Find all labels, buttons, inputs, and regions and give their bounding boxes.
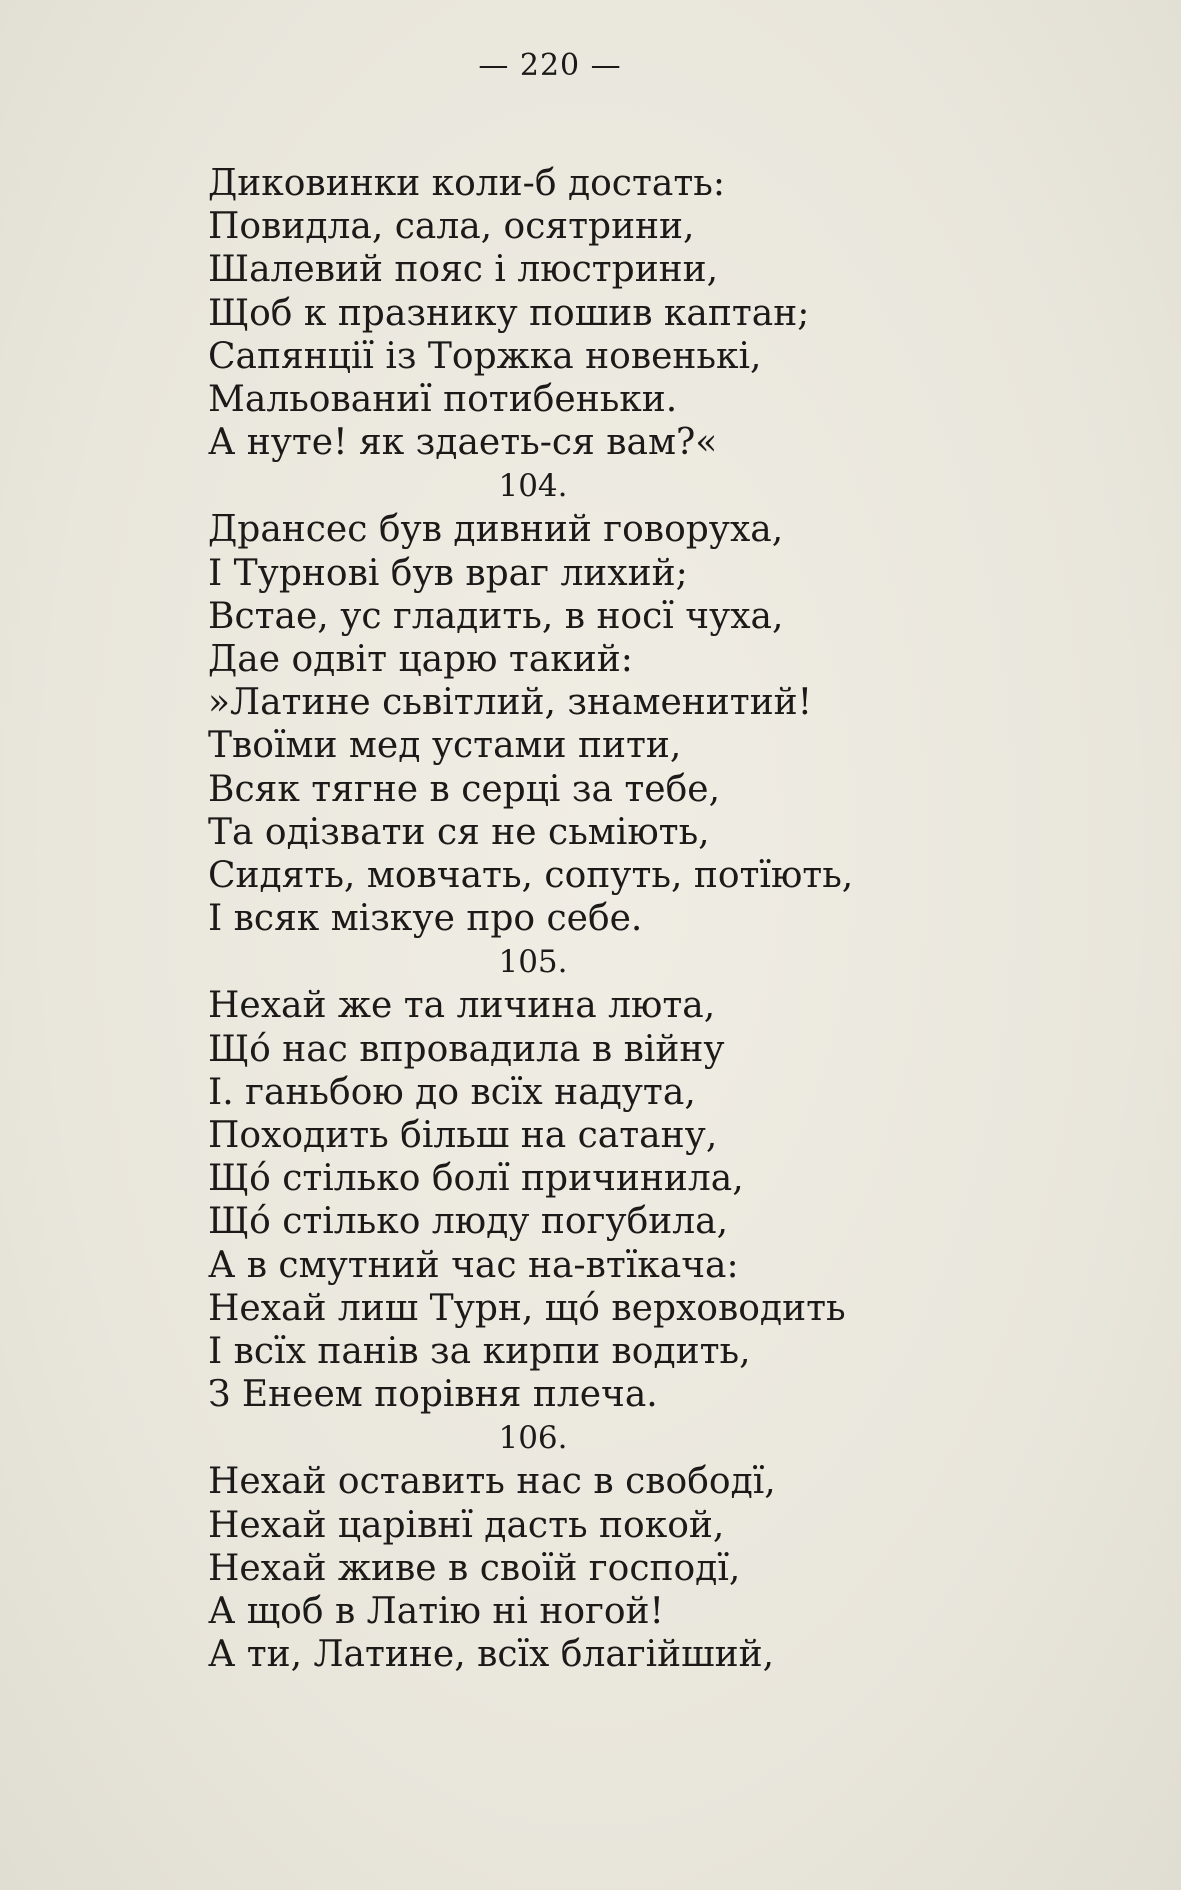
- verse-line: Нехай царівнї дасть покой,: [208, 1504, 725, 1546]
- verse-line: І всяк мізкуе про себе.: [208, 898, 643, 940]
- verse-line: А нуте! як здаеть-ся вам?«: [208, 422, 718, 464]
- verse-line: Щоб к празнику пошив каптан;: [208, 292, 810, 334]
- stanza: [208, 1416, 1108, 1676]
- stanza: [208, 464, 1108, 940]
- verse-line: Щó нас впровадила в війну: [208, 1028, 725, 1070]
- verse-line: А ти, Латине, всїх благійший,: [208, 1634, 775, 1676]
- stanza: [208, 940, 1108, 1416]
- verse-line: Диковинки коли-б достать:: [208, 163, 725, 204]
- verse-line: А щоб в Латію ні ногой!: [208, 1591, 665, 1633]
- verse-line: З Енеем порівня плеча.: [208, 1374, 658, 1416]
- verse-line: Повидла, сала, осятрини,: [208, 206, 695, 248]
- verse-line: Сапянції із Торжка новенькі,: [208, 335, 762, 377]
- verse-line: Встае, ус гладить, в носї чуха,: [208, 595, 784, 637]
- verse-line: Мальованиї потибеньки.: [208, 379, 678, 421]
- stanza-number: 106.: [498, 1420, 568, 1457]
- verse-line: Шалевий пояс і люстрини,: [208, 249, 719, 291]
- verse-line: Нехай же та личина люта,: [208, 985, 716, 1027]
- verse-line: І. ганьбою до всїх надута,: [208, 1071, 696, 1113]
- verse-line: Нехай лиш Турн, щó верховодить: [208, 1287, 846, 1329]
- verse-line: І Турнові був враг лихий;: [208, 552, 688, 594]
- verse-line: Походить більш на сатану,: [208, 1115, 718, 1157]
- verse-line: Нехай живе в своїй господї,: [208, 1547, 741, 1589]
- verse-line: Щó стілько болї причинила,: [208, 1158, 744, 1200]
- verse-line: Нехай оставить нас в свободї,: [208, 1461, 776, 1503]
- verse-line: Щó стілько люду погубила,: [208, 1201, 729, 1243]
- page-number: — 220 —: [478, 48, 622, 83]
- poem-text: [208, 162, 1108, 1677]
- verse-line: Сидять, мовчать, сопуть, потїють,: [208, 855, 854, 897]
- verse-line: Дае одвіт царю такий:: [208, 639, 633, 681]
- stanza-number: 104.: [498, 468, 568, 505]
- verse-line: Твоїми мед устами пити,: [208, 725, 682, 767]
- verse-line: А в смутний час на-втїкача:: [208, 1244, 739, 1286]
- verse-line: Всяк тягне в серці за тебе,: [208, 768, 721, 810]
- verse-line: Та одізвати ся не сьміють,: [208, 811, 710, 853]
- verse-line: Дрансес був дивний говоруха,: [208, 509, 784, 551]
- verse-line: І всїх панів за кирпи водить,: [208, 1331, 751, 1373]
- verse-line: »Латине сьвітлий, знаменитий!: [208, 682, 813, 724]
- stanza: [208, 162, 1108, 464]
- stanza-number: 105.: [498, 944, 568, 981]
